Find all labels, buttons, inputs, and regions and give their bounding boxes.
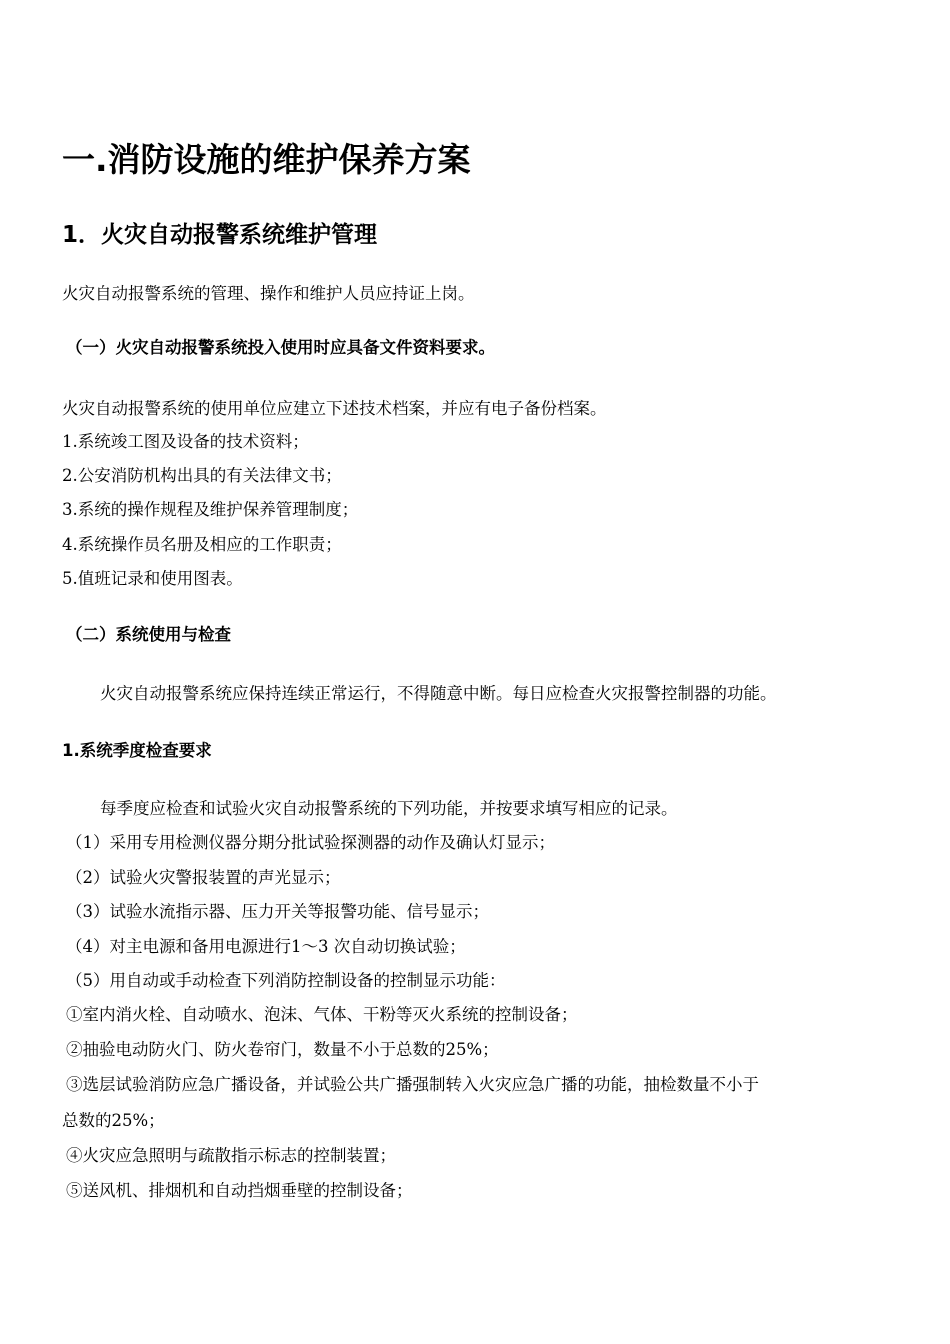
list-item: 2.公安消防机构出具的有关法律文书；: [62, 466, 342, 485]
quarterly-lead: 每季度应检查和试验火灾自动报警系统的下列功能，并按要求填写相应的记录。: [100, 799, 678, 818]
documents-lead: 火灾自动报警系统的使用单位应建立下述技术档案，并应有电子备份档案。: [62, 399, 607, 418]
sub-list-item-continuation: 总数的25%；: [62, 1111, 165, 1130]
list-item: 3.系统的操作规程及维护保养管理制度；: [62, 500, 359, 519]
list-item: 1.系统竣工图及设备的技术资料；: [62, 432, 309, 451]
list-item: （1）采用专用检测仪器分期分批试验探测器的动作及确认灯显示；: [66, 833, 555, 852]
section-intro: 火灾自动报警系统的管理、操作和维护人员应持证上岗。: [62, 284, 475, 303]
list-item: 5.值班记录和使用图表。: [62, 569, 243, 588]
list-item: （4）对主电源和备用电源进行1～3 次自动切换试验；: [66, 937, 466, 956]
subsection-heading-documents: （一）火灾自动报警系统投入使用时应具备文件资料要求。: [66, 338, 495, 357]
section-heading: 1．火灾自动报警系统维护管理: [62, 222, 378, 248]
list-item: （5）用自动或手动检查下列消防控制设备的控制显示功能：: [66, 971, 506, 990]
sub-list-item: ①室内消火栓、自动喷水、泡沫、气体、干粉等灭火系统的控制设备；: [66, 1005, 578, 1024]
document-title: 一.消防设施的维护保养方案: [62, 140, 471, 179]
list-item: 4.系统操作员名册及相应的工作职责；: [62, 535, 342, 554]
sub-list-item: ③选层试验消防应急广播设备，并试验公共广播强制转入火灾应急广播的功能，抽检数量不小于: [66, 1075, 759, 1094]
usage-paragraph: 火灾自动报警系统应保持连续正常运行，不得随意中断。每日应检查火灾报警控制器的功能。: [100, 684, 777, 703]
subsection-heading-usage: （二）系统使用与检查: [66, 625, 231, 644]
sub-list-item: ②抽验电动防火门、防火卷帘门，数量不小于总数的25%；: [66, 1040, 499, 1059]
list-item: （2）试验火灾警报装置的声光显示；: [66, 868, 341, 887]
sub-list-item: ④火灾应急照明与疏散指示标志的控制装置；: [66, 1146, 396, 1165]
sub-list-item: ⑤送风机、排烟机和自动挡烟垂壁的控制设备；: [66, 1181, 413, 1200]
quarterly-heading: 1.系统季度检查要求: [62, 741, 212, 760]
list-item: （3）试验水流指示器、压力开关等报警功能、信号显示；: [66, 902, 489, 921]
